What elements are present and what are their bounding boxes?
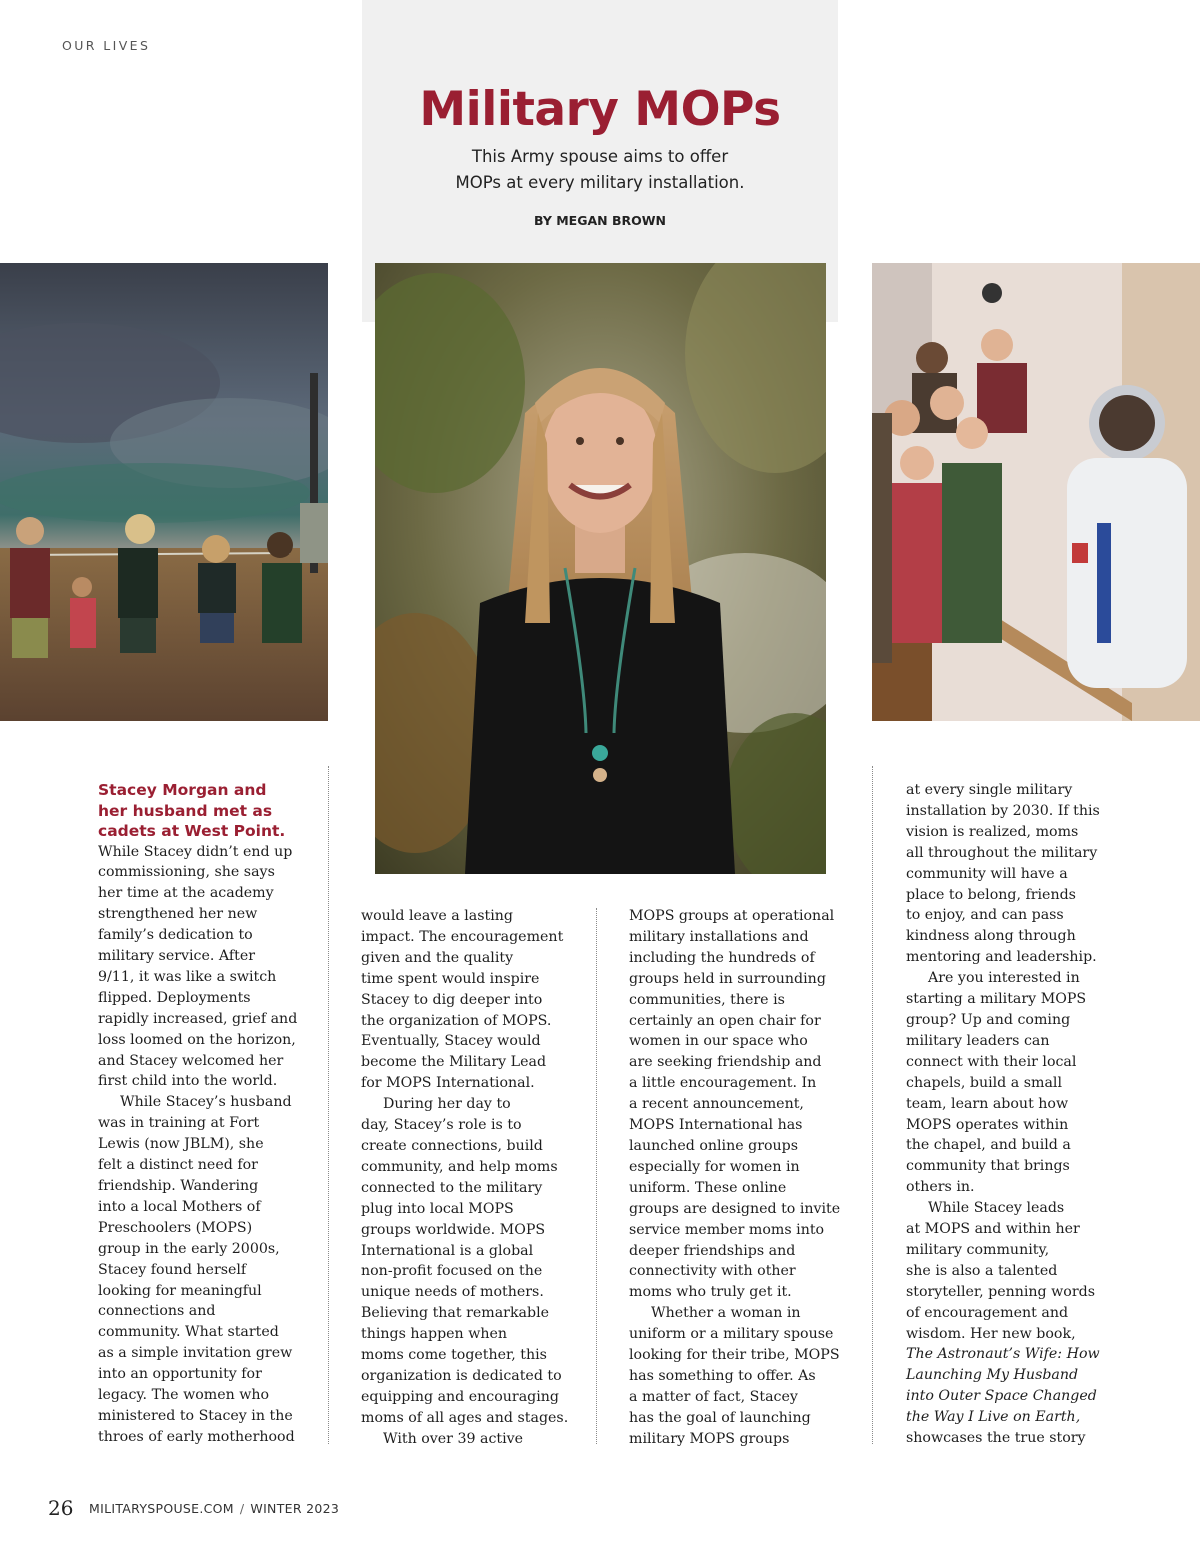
text-line: While Stacey’s husband xyxy=(120,1094,292,1111)
text-line: looking for meaningful xyxy=(98,1282,262,1299)
lead-in-line: cadets at West Point. xyxy=(98,822,286,840)
text-line: launched online groups xyxy=(629,1137,799,1154)
text-line: Lewis (now JBLM), she xyxy=(98,1136,264,1153)
paragraph xyxy=(98,1092,312,1447)
text-line: things happen when xyxy=(361,1326,508,1343)
text-line: MOPS operates within xyxy=(906,1116,1069,1133)
text-line: organization is dedicated to xyxy=(361,1367,562,1384)
text-line: Believing that remarkable xyxy=(361,1305,550,1322)
text-line: has the goal of launching xyxy=(629,1409,811,1426)
text-line: Stacey found herself xyxy=(98,1261,247,1278)
text-line: Stacey to dig deeper into xyxy=(361,991,543,1008)
text-line: rapidly increased, grief and xyxy=(98,1010,298,1027)
text-line: community will have a xyxy=(906,865,1068,882)
text-line: ministered to Stacey in the xyxy=(98,1407,293,1424)
text-line: loss loomed on the horizon, xyxy=(98,1031,296,1048)
text-line: her time at the academy xyxy=(98,885,274,902)
byline: BY MEGAN BROWN xyxy=(533,213,666,228)
book-title-line: Launching My Husband xyxy=(906,1367,1079,1384)
footer-separator: / xyxy=(239,1501,245,1516)
text-line: impact. The encouragement xyxy=(361,928,564,945)
article-column-2 xyxy=(361,906,575,1450)
article-column-4 xyxy=(906,780,1120,1449)
column-divider xyxy=(872,766,873,1444)
text-line: Preschoolers (MOPS) xyxy=(98,1219,253,1236)
text-line: group in the early 2000s, xyxy=(98,1240,280,1257)
text-line: During her day to xyxy=(383,1096,511,1113)
text-line: given and the quality xyxy=(361,949,514,966)
article-column-1 xyxy=(98,780,312,1448)
text-line: kindness along through xyxy=(906,928,1076,945)
text-line: community, and help moms xyxy=(361,1158,558,1175)
text-line: the organization of MOPS. xyxy=(361,1012,552,1029)
paragraph xyxy=(361,1429,575,1450)
column-divider xyxy=(328,766,329,1444)
paragraph xyxy=(906,1198,1120,1449)
article-title: Military MOPs xyxy=(419,82,781,137)
text-line: plug into local MOPS xyxy=(361,1200,514,1217)
text-line: community that brings xyxy=(906,1158,1070,1175)
text-line: legacy. The women who xyxy=(98,1387,270,1404)
text-line: has something to offer. As xyxy=(629,1367,816,1384)
text-line: communities, there is xyxy=(629,991,785,1008)
text-line: was in training at Fort xyxy=(98,1115,260,1132)
text-line: a little encouragement. In xyxy=(629,1075,817,1092)
text-line: unique needs of mothers. xyxy=(361,1284,544,1301)
column-divider xyxy=(596,908,597,1444)
text-line: are seeking friendship and xyxy=(629,1054,822,1071)
lead-in-line: her husband met as xyxy=(98,801,273,820)
text-line: others in. xyxy=(906,1179,975,1196)
text-line: starting a military MOPS xyxy=(906,991,1087,1008)
text-line: groups are designed to invite xyxy=(629,1200,841,1217)
deck-line: This Army spouse aims to offer xyxy=(471,147,729,166)
text-line: storyteller, penning words xyxy=(906,1283,1095,1300)
text-line: including the hundreds of xyxy=(629,949,815,966)
text-line: connected to the military xyxy=(361,1179,543,1196)
paragraph xyxy=(906,780,1120,968)
text-line: day, Stacey’s role is to xyxy=(361,1117,522,1134)
page-number: 26 xyxy=(48,1496,74,1520)
text-line: uniform or a military spouse xyxy=(629,1326,834,1343)
family-holding-hands-photo xyxy=(0,263,328,721)
text-line: she is also a talented xyxy=(906,1262,1058,1279)
lead-in-line: Stacey Morgan and xyxy=(98,781,267,799)
text-line: a recent announcement, xyxy=(629,1096,804,1113)
text-line: time spent would inspire xyxy=(361,970,540,987)
text-line: uniform. These online xyxy=(629,1179,787,1196)
paragraph xyxy=(361,1094,575,1429)
text-line: become the Military Lead xyxy=(361,1054,547,1071)
text-line: to enjoy, and can pass xyxy=(906,907,1064,924)
text-line: showcases the true story xyxy=(906,1430,1086,1447)
text-line: connectivity with other xyxy=(629,1263,796,1280)
text-line: throes of early motherhood xyxy=(98,1428,295,1445)
text-line: create connections, build xyxy=(361,1137,543,1154)
article-deck xyxy=(362,144,838,196)
text-line: family’s dedication to xyxy=(98,927,253,944)
text-line: military community, xyxy=(906,1241,1050,1258)
text-line: a matter of fact, Stacey xyxy=(629,1388,798,1405)
text-line: Whether a woman in xyxy=(651,1305,801,1322)
text-line: MOPS groups at operational xyxy=(629,908,835,924)
footer-publication xyxy=(89,1501,339,1516)
text-line: military leaders can xyxy=(906,1032,1050,1049)
text-line: community. What started xyxy=(98,1324,279,1341)
text-line: at MOPS and within her xyxy=(906,1221,1080,1238)
text-line: friendship. Wandering xyxy=(98,1178,259,1194)
text-line: moms come together, this xyxy=(361,1347,547,1364)
text-line: groups worldwide. MOPS xyxy=(361,1221,546,1238)
text-line: for MOPS International. xyxy=(361,1075,535,1092)
text-line: women in our space who xyxy=(629,1033,808,1050)
text-line: 9/11, it was like a switch xyxy=(98,968,277,985)
text-line: wisdom. Her new book, xyxy=(906,1325,1076,1342)
text-line: into an opportunity for xyxy=(98,1366,262,1383)
text-line: non-profit focused on the xyxy=(361,1263,543,1280)
text-line: strengthened her new xyxy=(98,906,258,923)
text-line: deeper friendships and xyxy=(629,1242,796,1259)
astronaut-family-photo xyxy=(872,263,1200,721)
text-line: certainly an open chair for xyxy=(629,1012,821,1029)
text-line: flipped. Deployments xyxy=(98,989,251,1006)
text-line: International is a global xyxy=(361,1242,534,1259)
text-line: service member moms into xyxy=(629,1221,825,1238)
text-line: commissioning, she says xyxy=(98,864,275,881)
section-label: OUR LIVES xyxy=(62,38,151,53)
paragraph xyxy=(629,1303,843,1449)
paragraph xyxy=(361,906,575,1094)
text-line: connect with their local xyxy=(906,1053,1077,1070)
text-line: place to belong, friends xyxy=(906,886,1076,903)
paragraph xyxy=(906,968,1120,1198)
text-line: Are you interested in xyxy=(928,970,1080,987)
text-line: connections and xyxy=(98,1303,216,1320)
footer-site: MILITARYSPOUSE.COM xyxy=(89,1501,234,1516)
text-line: would leave a lasting xyxy=(361,908,513,924)
text-line: first child into the world. xyxy=(98,1073,278,1090)
text-line: moms of all ages and stages. xyxy=(361,1409,569,1426)
text-line: MOPS International has xyxy=(629,1117,803,1134)
text-line: military service. After xyxy=(98,948,256,965)
text-line: While Stacey leads xyxy=(928,1200,1065,1217)
text-line: Eventually, Stacey would xyxy=(361,1033,541,1050)
text-line: vision is realized, moms xyxy=(906,823,1079,840)
text-line: felt a distinct need for xyxy=(98,1157,258,1174)
text-line: moms who truly get it. xyxy=(629,1284,792,1301)
text-line: team, learn about how xyxy=(906,1095,1069,1112)
text-line: military installations and xyxy=(629,928,809,945)
text-line: equipping and encouraging xyxy=(361,1388,560,1405)
paragraph xyxy=(629,906,843,1303)
text-line: of encouragement and xyxy=(906,1304,1069,1321)
text-line: as a simple invitation grew xyxy=(98,1345,293,1362)
text-line: especially for women in xyxy=(629,1158,800,1175)
text-line: into a local Mothers of xyxy=(98,1198,261,1215)
lead-in xyxy=(98,780,312,842)
book-title-line: The Astronaut’s Wife: How xyxy=(906,1346,1100,1363)
text-line: While Stacey didn’t end up xyxy=(98,843,293,860)
book-title-line: the Way I Live on Earth, xyxy=(906,1409,1081,1426)
text-line: the chapel, and build a xyxy=(906,1137,1071,1154)
text-line: all throughout the military xyxy=(906,844,1098,861)
text-line: mentoring and leadership. xyxy=(906,949,1097,966)
text-line: group? Up and coming xyxy=(906,1011,1071,1028)
book-title-line: into Outer Space Changed xyxy=(906,1388,1097,1405)
deck-line: MOPs at every military installation. xyxy=(455,173,745,192)
paragraph xyxy=(98,842,312,1093)
stacey-morgan-portrait-photo xyxy=(375,263,826,874)
text-line: military MOPS groups xyxy=(629,1430,790,1447)
footer-issue: WINTER 2023 xyxy=(250,1501,340,1516)
text-line: groups held in surrounding xyxy=(629,970,826,987)
text-line: and Stacey welcomed her xyxy=(98,1052,284,1069)
text-line: With over 39 active xyxy=(383,1430,524,1447)
article-column-3 xyxy=(629,906,843,1450)
text-line: installation by 2030. If this xyxy=(906,802,1100,819)
text-line: at every single military xyxy=(906,782,1073,798)
text-line: looking for their tribe, MOPS xyxy=(629,1347,840,1364)
text-line: chapels, build a small xyxy=(906,1074,1062,1091)
